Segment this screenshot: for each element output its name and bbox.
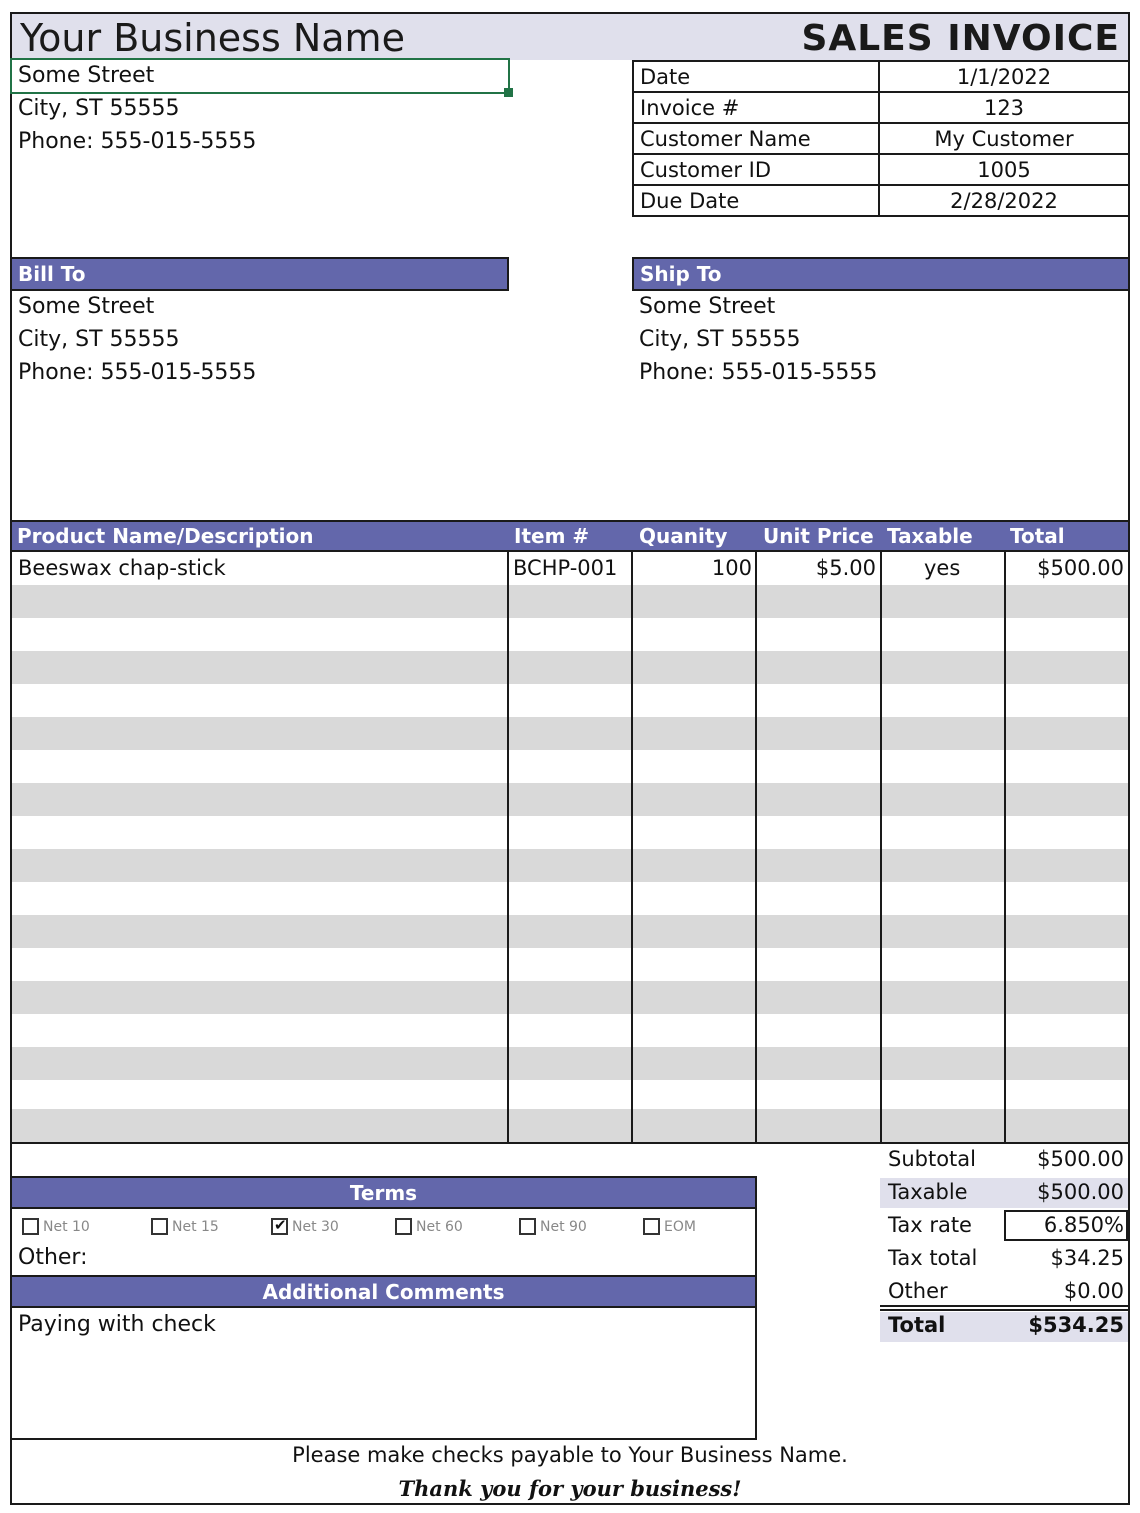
total-label: Total <box>888 1313 946 1337</box>
term-option-label: Net 60 <box>416 1218 463 1235</box>
row-stripe <box>12 651 1128 684</box>
other-value[interactable]: $0.00 <box>1063 1279 1124 1303</box>
row-stripe <box>12 981 1128 1014</box>
info-row-due-date <box>633 185 1129 216</box>
info-label[interactable]: Invoice # <box>633 92 879 123</box>
col-divider <box>631 552 633 1142</box>
terms-left-border <box>10 1209 12 1276</box>
ship-to-line1[interactable]: Some Street <box>639 294 776 319</box>
row-stripe <box>12 849 1128 882</box>
selected-cell-outline <box>10 58 510 94</box>
term-option-net-15[interactable] <box>151 1218 219 1235</box>
checkbox-icon[interactable] <box>22 1218 39 1235</box>
info-label[interactable]: Date <box>633 61 879 92</box>
col-header-item-number: Item # <box>514 524 590 548</box>
ship-to-header: Ship To <box>632 257 1130 291</box>
total-rule <box>880 1305 1128 1307</box>
terms-header: Terms <box>10 1176 757 1209</box>
checkbox-icon[interactable] <box>519 1218 536 1235</box>
checkbox-icon[interactable] <box>151 1218 168 1235</box>
term-option-net-90[interactable] <box>519 1218 587 1235</box>
info-row-invoice-number <box>633 92 1129 123</box>
term-option-label: Net 90 <box>540 1218 587 1235</box>
row-stripe <box>12 717 1128 750</box>
taxable-label: Taxable <box>888 1180 968 1204</box>
info-value[interactable]: 123 <box>879 92 1129 123</box>
row-stripe <box>12 1047 1128 1080</box>
row-stripe <box>12 585 1128 618</box>
info-value[interactable]: 1/1/2022 <box>879 61 1129 92</box>
fill-handle[interactable] <box>504 88 513 97</box>
checkbox-icon[interactable] <box>395 1218 412 1235</box>
info-label[interactable]: Customer Name <box>633 123 879 154</box>
info-label[interactable]: Due Date <box>633 185 879 216</box>
terms-other-label[interactable]: Other: <box>18 1245 88 1270</box>
tax-rate-label: Tax rate <box>888 1213 972 1237</box>
term-option-net-10[interactable] <box>22 1218 90 1235</box>
bill-to-line3[interactable]: Phone: 555-015-5555 <box>18 360 257 385</box>
term-option-label: Net 30 <box>292 1218 339 1235</box>
business-phone[interactable]: Phone: 555-015-5555 <box>18 129 257 154</box>
checkbox-checked-icon[interactable] <box>271 1218 288 1235</box>
item-total[interactable]: $500.00 <box>1037 556 1124 580</box>
row-stripe <box>12 1109 1128 1142</box>
footer-thank-you[interactable]: Thank you for your business! <box>398 1476 742 1501</box>
term-option-net-60[interactable] <box>395 1218 463 1235</box>
col-divider <box>1004 552 1006 1142</box>
item-unit-price[interactable]: $5.00 <box>815 556 876 580</box>
term-option-label: Net 15 <box>172 1218 219 1235</box>
items-body <box>12 552 1128 1142</box>
tax-total-label: Tax total <box>888 1246 978 1270</box>
comments-text[interactable]: Paying with check <box>18 1312 216 1337</box>
ship-to-line2[interactable]: City, ST 55555 <box>639 327 801 352</box>
info-row-customer-name <box>633 123 1129 154</box>
subtotal-value[interactable]: $500.00 <box>1037 1147 1124 1171</box>
col-header-unit-price: Unit Price <box>763 524 874 548</box>
footer-payable-note[interactable]: Please make checks payable to Your Business Name. <box>292 1443 848 1467</box>
info-value[interactable]: 1005 <box>879 154 1129 185</box>
row-stripe <box>12 915 1128 948</box>
col-divider <box>880 552 882 1142</box>
item-number[interactable]: BCHP-001 <box>513 556 618 580</box>
business-address-line2[interactable]: City, ST 55555 <box>18 96 180 121</box>
business-address-line1[interactable]: Some Street <box>18 63 155 88</box>
row-stripe <box>12 783 1128 816</box>
comments-header: Additional Comments <box>10 1275 757 1308</box>
item-taxable[interactable]: yes <box>924 556 961 580</box>
terms-right-border <box>755 1209 757 1276</box>
ship-to-line3[interactable]: Phone: 555-015-5555 <box>639 360 878 385</box>
info-row-customer-id <box>633 154 1129 185</box>
document-title[interactable]: SALES INVOICE <box>801 18 1120 59</box>
total-value[interactable]: $534.25 <box>1028 1313 1124 1337</box>
col-divider <box>755 552 757 1142</box>
other-label: Other <box>888 1279 948 1303</box>
col-header-taxable: Taxable <box>887 524 973 548</box>
bill-to-header: Bill To <box>10 257 509 291</box>
col-header-quantity: Quanity <box>639 524 728 548</box>
items-bottom-border <box>10 1142 1130 1144</box>
term-option-net-30[interactable] <box>271 1218 339 1235</box>
term-option-eom[interactable] <box>643 1218 696 1235</box>
items-header-row <box>12 520 1128 552</box>
info-row-date <box>633 61 1129 92</box>
tax-total-value[interactable]: $34.25 <box>1050 1246 1124 1270</box>
info-value[interactable]: My Customer <box>879 123 1129 154</box>
info-value[interactable]: 2/28/2022 <box>879 185 1129 216</box>
term-option-label: EOM <box>664 1218 696 1235</box>
info-label[interactable]: Customer ID <box>633 154 879 185</box>
tax-rate-value[interactable]: 6.850% <box>1043 1213 1124 1237</box>
bill-to-line1[interactable]: Some Street <box>18 294 155 319</box>
invoice-info-table <box>632 60 1130 217</box>
taxable-value[interactable]: $500.00 <box>1037 1180 1124 1204</box>
business-name[interactable]: Your Business Name <box>20 16 405 60</box>
item-description[interactable]: Beeswax chap-stick <box>18 556 226 580</box>
checkbox-icon[interactable] <box>643 1218 660 1235</box>
bill-to-line2[interactable]: City, ST 55555 <box>18 327 180 352</box>
subtotal-label: Subtotal <box>888 1147 976 1171</box>
item-quantity[interactable]: 100 <box>711 556 752 580</box>
total-rule <box>880 1309 1128 1311</box>
col-header-total: Total <box>1010 524 1065 548</box>
col-header-description: Product Name/Description <box>17 524 314 548</box>
term-option-label: Net 10 <box>43 1218 90 1235</box>
col-divider <box>507 552 509 1142</box>
